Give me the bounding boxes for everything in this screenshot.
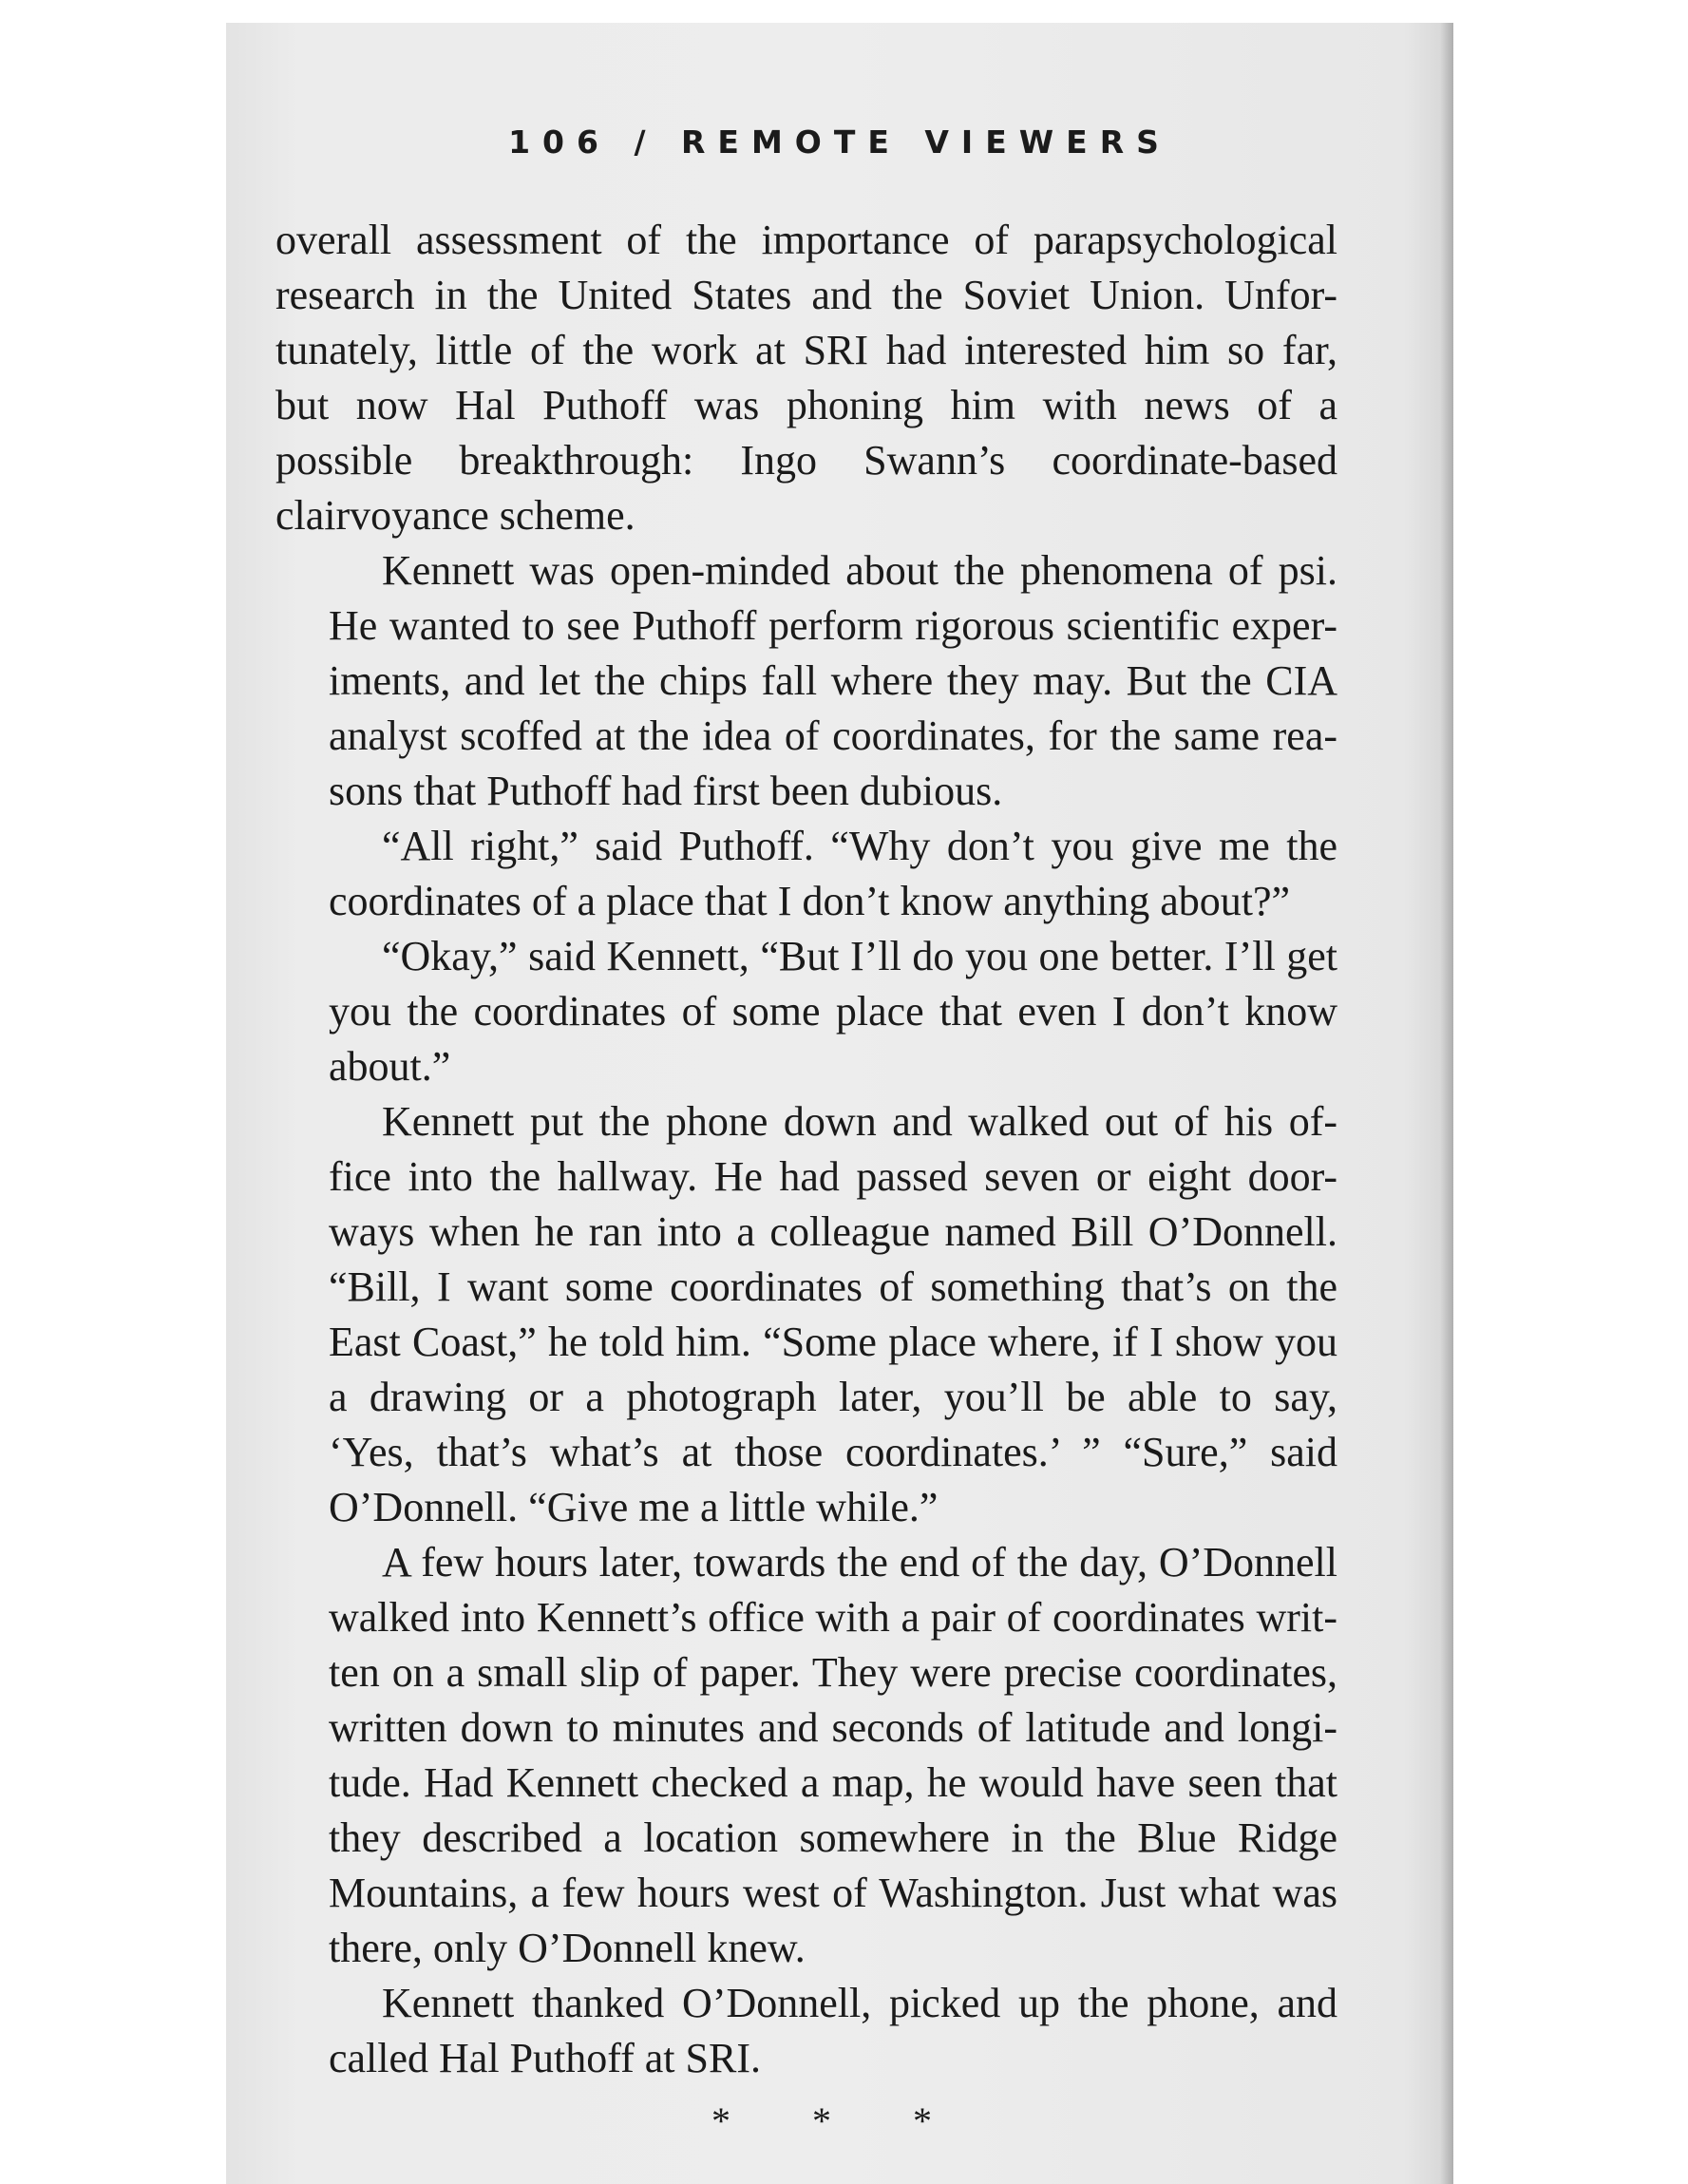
text-line: “All right,” said Puthoff. “Why don’t you give me the xyxy=(382,823,1337,869)
text-line: fice into the hallway. He had passed seven or eight door- xyxy=(329,1153,1337,1200)
text-line: but now Hal Puthoff was phoning him with news of a xyxy=(275,382,1337,428)
text-line: Mountains, a few hours west of Washington. Just what was xyxy=(329,1870,1337,1916)
body-text xyxy=(275,213,1337,2086)
paragraph xyxy=(275,1976,1337,2086)
running-head: 106 / REMOTE VIEWERS xyxy=(508,123,1171,161)
text-line: about.” xyxy=(329,1043,451,1090)
text-line: “Bill, I want some coordinates of something that’s on the xyxy=(329,1263,1337,1310)
text-line: ten on a small slip of paper. They were precise coordinates, xyxy=(329,1649,1337,1696)
text-line: possible breakthrough: Ingo Swann’s coordinate-based xyxy=(275,437,1337,484)
text-line: ‘Yes, that’s what’s at those coordinates.’ ” “Sure,” said xyxy=(329,1429,1337,1475)
text-line: Kennett was open-minded about the phenomena of psi. xyxy=(382,547,1337,594)
text-line: “Okay,” said Kennett, “But I’ll do you one better. I’ll get xyxy=(382,933,1337,979)
paragraph xyxy=(275,929,1337,1094)
section-break: * * * xyxy=(711,2099,968,2142)
text-line: East Coast,” he told him. “Some place where, if I show you xyxy=(329,1319,1337,1365)
text-line: tunately, little of the work at SRI had interested him so far, xyxy=(275,327,1337,373)
paragraph xyxy=(275,819,1337,929)
text-line: Kennett put the phone down and walked out of his of- xyxy=(382,1098,1337,1145)
text-line: overall assessment of the importance of parapsychological xyxy=(275,217,1337,263)
text-line: A few hours later, towards the end of the day, O’Donnell xyxy=(382,1539,1337,1586)
paragraph xyxy=(275,543,1337,819)
paragraph xyxy=(275,1094,1337,1535)
text-line: research in the United States and the Soviet Union. Unfor- xyxy=(275,272,1337,318)
text-line: written down to minutes and seconds of latitude and longi- xyxy=(329,1704,1337,1751)
text-line: a drawing or a photograph later, you’ll be able to say, xyxy=(329,1374,1337,1420)
text-line: called Hal Puthoff at SRI. xyxy=(329,2035,761,2081)
text-line: there, only O’Donnell knew. xyxy=(329,1925,806,1971)
text-line: clairvoyance scheme. xyxy=(275,492,635,539)
text-line: tude. Had Kennett checked a map, he would have seen that xyxy=(329,1759,1337,1806)
text-line: coordinates of a place that I don’t know anything about?” xyxy=(329,878,1291,924)
text-line: Kennett thanked O’Donnell, picked up the phone, and xyxy=(382,1980,1337,2026)
paragraph xyxy=(275,1535,1337,1976)
text-line: analyst scoffed at the idea of coordinates, for the same rea- xyxy=(329,712,1337,759)
text-line: you the coordinates of some place that even I don’t know xyxy=(329,988,1337,1035)
text-line: walked into Kennett’s office with a pair of coordinates writ- xyxy=(329,1594,1337,1641)
text-line: O’Donnell. “Give me a little while.” xyxy=(329,1484,939,1530)
page-edge-shadow xyxy=(1440,23,1453,2184)
text-line: sons that Puthoff had first been dubious. xyxy=(329,768,1003,814)
text-line: ways when he ran into a colleague named Bill O’Donnell. xyxy=(329,1208,1337,1255)
text-line: He wanted to see Puthoff perform rigorous scientific exper- xyxy=(329,602,1337,649)
text-line: iments, and let the chips fall where they may. But the CIA xyxy=(329,657,1337,704)
text-line: they described a location somewhere in the Blue Ridge xyxy=(329,1814,1337,1861)
book-page xyxy=(226,23,1453,2184)
paragraph xyxy=(275,213,1337,543)
